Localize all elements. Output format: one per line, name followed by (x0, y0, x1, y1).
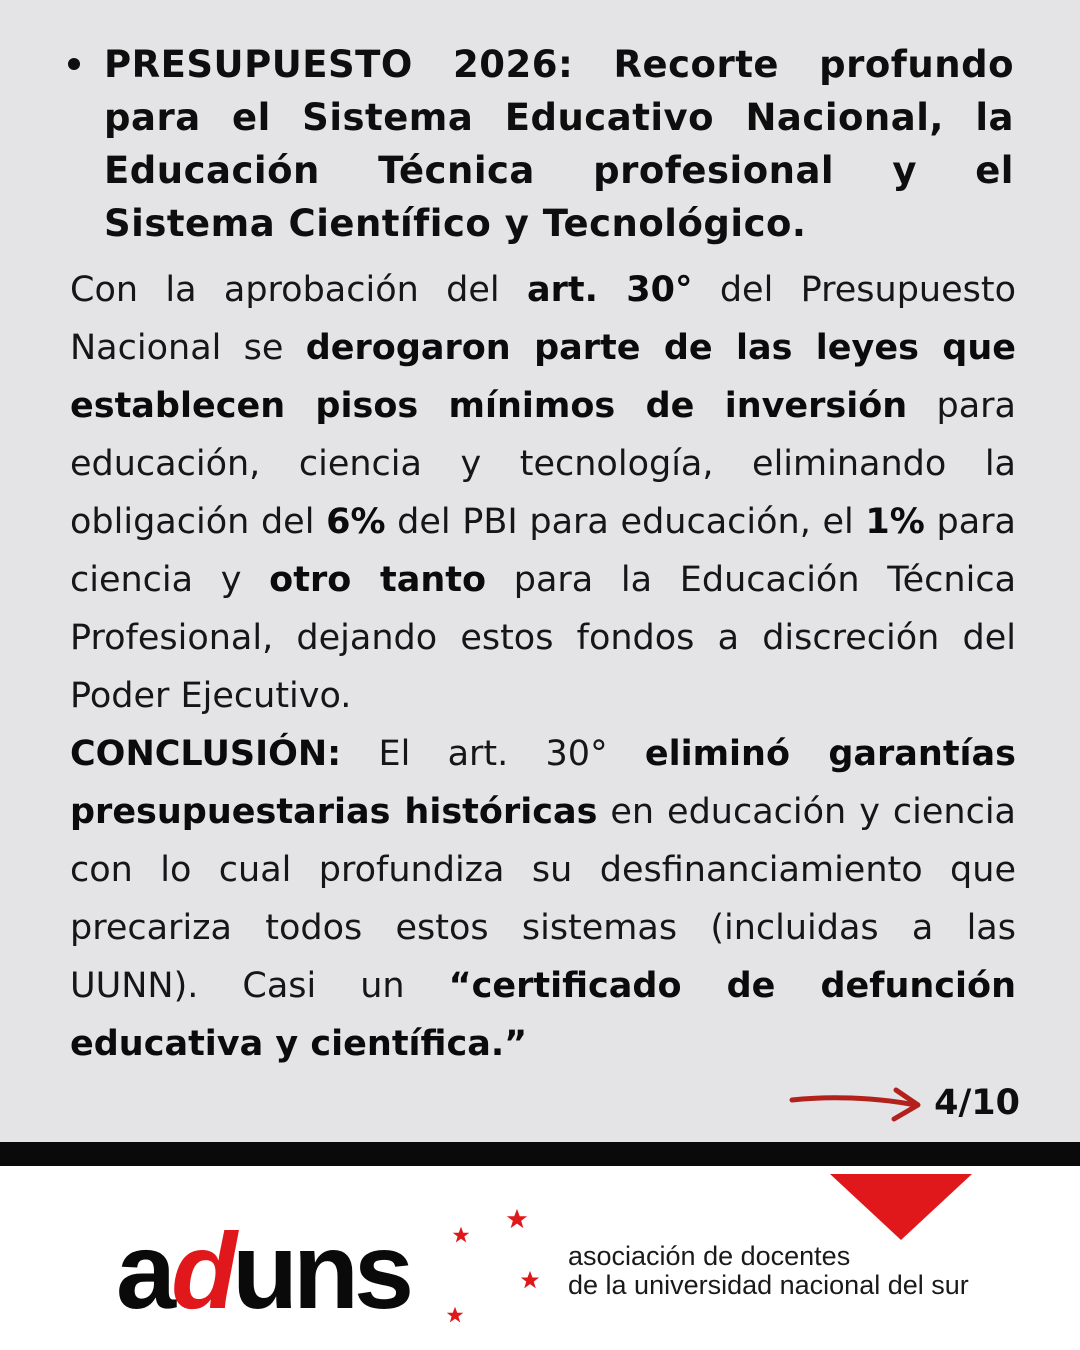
text-run: El art. 30° (341, 734, 645, 774)
footer (0, 1166, 1080, 1350)
emphasis-derogation: derogaron parte de las leyes que establecen pisos mínimos de inversión (70, 328, 1016, 426)
emphasis-otro-tanto: otro tanto (269, 560, 487, 600)
arrow-right-icon[interactable] (788, 1084, 924, 1124)
bullet-dot-icon (68, 58, 80, 70)
divider-bar (0, 1142, 1080, 1166)
heading-text: PRESUPUESTO 2026: Recorte profundo para el Sistema Educativo Nacional, la Educación Técnica profesional y el Sistema Científico y Tecnológico. (104, 43, 1014, 245)
text-run: en educación y ciencia con lo cual profundiza su desfinanciamiento que precariza todos estos sistemas (incluidas a las UUNN). Casi un (70, 792, 1016, 1006)
paragraph-conclusion (70, 734, 1016, 1064)
page-indicator[interactable] (788, 1082, 1020, 1124)
emphasis-6-percent: 6% (326, 502, 386, 542)
aduns-logo (116, 1200, 556, 1340)
org-name-line-2: de la universidad nacional del sur (568, 1270, 969, 1300)
red-star-icon (520, 1270, 540, 1290)
red-star-icon (506, 1208, 528, 1230)
red-triangle-icon (830, 1174, 972, 1240)
red-star-icon (452, 1226, 470, 1244)
page-number: 4/10 (934, 1083, 1020, 1123)
emphasis-quote: “certificado de defunción educativa y científica.” (70, 966, 1016, 1064)
red-star-icon (446, 1306, 464, 1324)
text-run: Con la aprobación del (70, 270, 527, 310)
text-run: para educación, ciencia y tecnología, eliminando la obligación del (70, 386, 1016, 542)
paragraph-intro (70, 270, 1016, 716)
emphasis-guarantees: eliminó garantías presupuestarias históricas (70, 734, 1017, 832)
heading-bullet-item (62, 38, 1014, 250)
text-run: para ciencia y (70, 502, 1016, 600)
text-run: del Presupuesto Nacional se (70, 270, 1017, 368)
emphasis-article: art. 30° (526, 270, 693, 310)
org-name-line-1: asociación de docentes (568, 1241, 851, 1271)
conclusion-label: CONCLUSIÓN: (70, 734, 342, 774)
text-run: para la Educación Técnica Profesional, dejando estos fondos a discreción del Poder Ejecutivo. (70, 560, 1017, 716)
text-run: del PBI para educación, el (385, 502, 866, 542)
organization-name (568, 1242, 988, 1300)
svg-text:aduns: aduns (116, 1210, 410, 1331)
body-text (70, 261, 1016, 1073)
emphasis-1-percent: 1% (865, 502, 925, 542)
